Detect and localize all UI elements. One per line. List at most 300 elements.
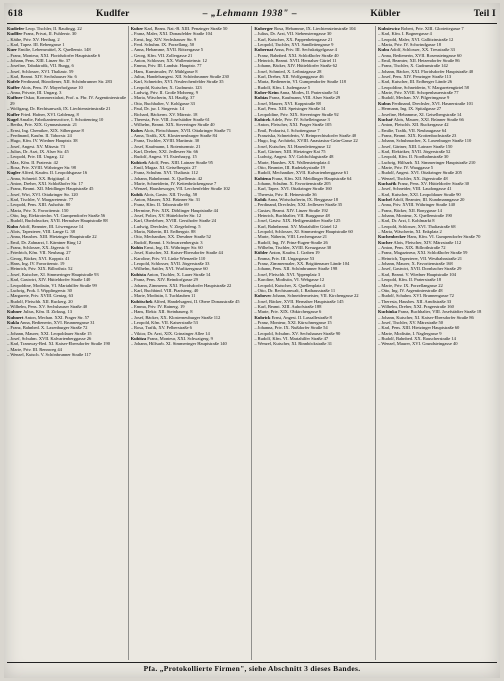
entry-details: Adolf, Beamter, III. Löwengasse 14 xyxy=(18,223,84,229)
entry-details: – Franz, Bahnbed. X. Laxenburger Straße 72 xyxy=(7,325,88,331)
entry-details: – Rudolf, Ing. IV. Prinz-Eugen-Straße 26 xyxy=(254,239,328,245)
entry-details: – Josef, Maurer, XVI. Koppstraße 88 xyxy=(254,100,321,106)
entry-details: – Josef, Schmied, X. Leibnizgasse 28 xyxy=(254,68,322,74)
entry-details: – Leopoldine, Priv. XIX. Sieveringer Straße 92 xyxy=(254,111,339,117)
entry-surname: Kubsiewicz xyxy=(377,26,400,31)
entry-details: – Emil, Dr. Zahnarzt, I. Kärntner Ring 12 xyxy=(7,239,82,245)
header-left-word: Kudlfer xyxy=(96,9,130,19)
entry-surname: Kubiena xyxy=(254,175,271,181)
entry-details: – Viktor, Dr. Arzt, XIX. Grinzinger Allee 14 xyxy=(130,330,210,336)
page-title: – „Lehmann 1938" – xyxy=(202,9,298,19)
entry-surname: Kubernat xyxy=(254,47,274,53)
entry-details: – Marie, Priv. XVIII. Schopenhauerstraße 77 xyxy=(377,90,459,96)
entry-details: – Paul, Dr. jur. I. Singerstr. 14 xyxy=(130,106,185,112)
entry-details: – Franz, Beamt. XII. Meidlinger Hauptstraße 45 xyxy=(7,186,94,192)
entry-details: – Anna, Priv. XVIII. Währinger Straße 140 xyxy=(377,202,456,208)
entry-details: – Josef, Schuhm. XVII. Kalvarienberggasse 26 xyxy=(7,335,92,341)
part-label: Teil I xyxy=(473,9,496,19)
entry-details: – Anna, Hausbes. XIII. Hietzinger Hauptstraße 22 xyxy=(7,234,97,240)
entry-details: Alois, Maurer, XXI. Brünner Straße 66 xyxy=(393,116,464,122)
entry-details: Franz, Kfm. XII. Meidlinger Hauptstraße 64 xyxy=(271,175,352,181)
entry-details: – Marie, Modistin, I. Naglergasse 9 xyxy=(377,330,442,336)
entry-details: – Rudolf, Mechan. XV. Pilgerimgasse 9 xyxy=(377,95,450,101)
entry-details: – Rudolf, Schuhm. XVI. Brunnengasse 72 xyxy=(377,293,454,299)
entry-details: – Johann, Schuhm. X. Favoritenstraße 205 xyxy=(254,180,331,186)
entry-surname: Kuchař xyxy=(377,116,393,122)
entry-details: Karl, Beam. Nat.-B. XIII. Penzinger Straße 50 xyxy=(144,26,228,31)
entry-details: – Maria, Näherin, III. Erdbergstr. 88 xyxy=(130,229,196,235)
entry-details: – Georg, Kfm. VII. Zollergasse 21 xyxy=(130,52,193,58)
entry-details: – Otto, Mechaniker, XX. Dresdner Straße 52 xyxy=(130,234,211,240)
entry-details: – Marie, Priv. IX. Porzellangasse 22 xyxy=(377,282,443,288)
entry-details: Franz, Pens. XV. Hütteldorfer Straße 30 xyxy=(397,180,470,186)
entry-details: – Wolfgang, Dr. Rechtsanwalt, IX. Liechtensteinstraße 21 xyxy=(7,106,111,112)
entry-details: – Franz, Schlosser, XX. Jägerstr. 6 xyxy=(7,245,69,251)
directory-columns xyxy=(7,26,497,660)
entry-details: – Emma, Priv. III. Landstr. Hauptstr. 77 xyxy=(130,63,202,69)
entry-details: – Josef, Kaufmann, I. Rotenturmstr. 21 xyxy=(130,143,201,149)
entry-details: – Rudolf, Fleischh. XII. Ruckerg. 20 xyxy=(7,298,73,304)
entry-details: – Rosa, Priv. XVIII. Währinger Str. 98 xyxy=(7,164,76,170)
entry-details: – Heinrich, Priv. XIX. Billrothstr. 52 xyxy=(7,266,73,272)
entry-details: – Karl, Elektriker, XVII. Jörgerstraße 52 xyxy=(377,148,451,154)
entry-details: – Josefine, Tabaktrafik, VII. Burgg. 6 xyxy=(7,63,74,69)
entry-details: – Emil, Prokurist, I. Schottengasse 7 xyxy=(254,127,320,133)
entry-details: – Karl, Gastwirt, XIV. Hütteldorfer Straße 140 xyxy=(7,277,91,283)
entry-details: – Wilhelm, Tischler, XVIII. Kreuzgasse 30 xyxy=(254,245,332,251)
entry-details: Anna, Modes, II. Praterstraße 54 xyxy=(279,90,339,96)
entry-details: – Wenzel, Kutscher, XI. Rinnböckstraße 31 xyxy=(254,341,332,347)
entry-details: Julius, Kfm. II. Zirkusg. 13 xyxy=(23,309,72,315)
entry-details: – Anna, Bedienerin, XVII. Rosensteingasse 60 xyxy=(377,52,462,58)
entry-details: – Rudolf, Angest. XVI. Ottakringer Straße 205 xyxy=(377,170,462,176)
directory-entry xyxy=(7,95,126,106)
entry-surname: Kukla xyxy=(7,319,20,325)
entry-details: – Georg, Bäcker, XVI. Koppstr. 41 xyxy=(7,255,70,261)
entry-surname: Kübler xyxy=(254,250,269,256)
column-1 xyxy=(7,26,126,660)
entry-details: – Ernst, Ing. XIV. Sechshauser Str. 9 xyxy=(130,36,197,42)
entry-details: – Franz, Pens. XIV. Reindorfgasse 29 xyxy=(130,277,198,283)
entry-details: – Josef, Angest. XV. Märzstr. 73 xyxy=(7,143,65,149)
entry-details: – Josef, Kutscher, XI. Kaiser-Ebersdorfer Straße 44 xyxy=(130,250,223,256)
entry-details: Ferdinand, Bürodiener, XII. Schönbrunner Str. 283 xyxy=(20,79,112,85)
entry-details: – Karoline, Priv. VI. Linke Wienzeile 110 xyxy=(130,255,206,261)
entry-surname: Kubitza xyxy=(130,335,147,341)
entry-details: – Wenzel, Kutsch. V. Schönbrunner Straße 117 xyxy=(7,351,91,357)
entry-surname: Kuberger xyxy=(254,26,274,31)
entry-details: Amalie, Fabrikantenswitwe, I. Schottenring 10 xyxy=(19,116,104,122)
entry-surname: Kuer xyxy=(7,47,18,53)
entry-details: – Hugo, Kfm. IV. Wiedner Hauptstr. 38 xyxy=(7,138,78,144)
entry-details: – Ludwig, Prok. I. Wipplingerstr. 30 xyxy=(7,287,72,293)
entry-details: – Käthe, Priv. XV. Herthag. 2 xyxy=(7,36,60,42)
entry-details: – Julius, Handelsangest. XII. Schönbrunner Straße 230 xyxy=(130,74,229,80)
entry-details: – Hans, Elektr. XII. Steinbauerg. 8 xyxy=(130,309,193,315)
entry-details: – Franz, Tischler, XVIII. Martinstr. 30 xyxy=(130,138,200,144)
entry-details: – Karoline, Modistin, VI. Webgasse 12 xyxy=(254,277,325,283)
entry-details: – Otto, Ing. IV. Argentinierstraße 48 xyxy=(377,287,443,293)
entry-details: – Rudolf, Buchdrucker, XVII. Hernalser Hauptstraße 88 xyxy=(7,218,108,224)
header-rule xyxy=(7,23,497,24)
column-3 xyxy=(254,26,373,660)
entry-details: – Maria, Priv. IV. Schwindgasse 18 xyxy=(377,42,441,48)
entry-details: – Alois, Tapezierer, VIII. Lange G. 38 xyxy=(7,229,75,235)
entry-details: – Franz, Tischler, X. Gudrunstraße 142 xyxy=(377,63,448,69)
entry-details: – Johann, Bäcker, XIV. Hütteldorfer Straße 62 xyxy=(254,63,338,69)
entry-details: – Richard, Bäckerm. XV. Märzstr. 18 xyxy=(130,111,198,117)
entry-details: – Theresia, Hausbes. XII. Arndtstraße 33 xyxy=(377,298,452,304)
entry-details: – Emil, Magaz. XI. Geiselbergstr. 27 xyxy=(130,164,197,170)
entry-details: – Wilhelm, Pens. XV. Sechshauser Straße 40 xyxy=(7,303,88,309)
entry-details: – Max, Kfm. II. Praterstr. 42 xyxy=(7,159,58,165)
entry-details: – Franz, Zimmermaler, XX. Brigittenauer Lände 104 xyxy=(254,261,350,267)
entry-details: – Emma, Priv. IV. Rainerg. 19 xyxy=(130,303,185,309)
entry-surname: Kufler xyxy=(7,111,20,117)
entry-details: – Wenzel, Hausbesorger, VII. Lerchenfelder Straße 102 xyxy=(130,186,230,192)
entry-details: – Otto, Dr. Rechtsanwalt, I. Rathausstraße 11 xyxy=(254,287,336,293)
entry-details: – Karl, Kutscher, XXI. Leopoldauer Straße 90 xyxy=(377,191,461,197)
entry-details: – Karl, Dreher, XII. Wolfganggasse 46 xyxy=(254,74,324,80)
entry-details: – Johann, Monteur, X. Quellenstraße 190 xyxy=(377,213,452,219)
entry-details: – Karl, Kutscher, XX. Pappenheimgasse 21 xyxy=(254,36,333,42)
entry-details: – Anna, Trafik, XX. Klosterneuburger Straße 84 xyxy=(130,132,217,138)
entry-details: – Marie, Hausbes. XX. Wallensteinplatz 4 xyxy=(254,159,330,165)
entry-details: – Leopold, Schlosser, XVII. Jörgerstraße 33 xyxy=(130,261,210,267)
entry-details: – Anton, Fleischh. XII. Ruckergasse 42 xyxy=(377,122,449,128)
entry-details: – Ludwig, Angest. XV. Goldschlagstraße 48 xyxy=(254,154,334,160)
entry-details: Adele, Priv. IV. Schelleingasse 3 xyxy=(271,116,330,122)
entry-surname: Kuber xyxy=(130,26,144,31)
footer-rule xyxy=(7,662,497,663)
entry-details: – Anna, Hebamme, XVII. Rötzergasse 5 xyxy=(130,47,204,53)
entry-details: – Rudolf, Angest. VI. Esterhazyg. 15 xyxy=(130,154,197,160)
header-right-word: Kübler xyxy=(370,9,401,19)
entry-details: Alois, Fleischhauer, XVII. Ottakringer Straße 71 xyxy=(143,127,232,133)
entry-details: – Maria, Priv. X. Favoritenstr. 150 xyxy=(7,207,69,213)
entry-surname: Kuchel xyxy=(377,197,392,202)
entry-details: – Emma, Priv. III. Ungargasse 53 xyxy=(254,255,315,261)
entry-details: – Johann, Pens. XII. Schönbrunner Straße 198 xyxy=(254,266,338,272)
page-footer: Pfa. „Protokollierte Firmen", siehe Abschnitt 3 dieses Bandes. xyxy=(143,664,361,673)
entry-details: – Marie, Schneiderin, IV. Kettenbrückengasse 7 xyxy=(130,180,217,186)
entry-details: – Ludwig, Priv. II. Große Mohreng. 9 xyxy=(130,90,198,96)
entry-details: Leop. Tischler, II. Raufingg. 22 xyxy=(25,26,82,31)
entry-details: – Rudolf, Bahnbed. XX. Rauscherstraße 14 xyxy=(377,335,456,341)
entry-surname: Kubus xyxy=(377,100,391,106)
entry-details: – Maria, Wäscherin, XI. Hauffg. 37 xyxy=(130,95,195,101)
entry-details: – Theresia, Priv. VIII. Josefstädter Straße 61 xyxy=(130,116,210,122)
entry-details: – Josef, Polier, XV. Hütteldorfer Str. 12 xyxy=(130,213,202,219)
entry-details: – Johann, Bäcker, XXI. Floridsdorfer Hauptstraße 40 xyxy=(377,68,474,74)
entry-details: – Karl, Gärtner, XIII. Hietzinger Kai 75 xyxy=(254,148,326,154)
entry-details: – Otto, Beamter, III. Radetzkystraße 19 xyxy=(254,164,325,170)
entry-details: Alfred, Handelsagent, II. Obere Donaustraße 45 xyxy=(153,298,240,304)
entry-details: – Johann, Maurer, X. Favoritenstraße 168 xyxy=(377,261,453,267)
entry-details: Franz, Privat, II. Fuhlerstr. 30 xyxy=(23,31,77,37)
entry-details: Hans, Kfm. VI. Gumpendorfer Straße 70 xyxy=(407,234,481,240)
entry-details: – Franz, Monteur, XXI. Floridsdorfer Hauptstraße 6 xyxy=(7,52,101,58)
entry-surname: Kugler xyxy=(7,170,21,176)
entry-details: – Heinrich, Tapezierer, VII. Westbahnstraße 21 xyxy=(377,255,463,261)
entry-surname: Kubrick xyxy=(254,314,271,320)
entry-details: Adolf, Beamter, III. Kundmanngasse 20 xyxy=(392,197,465,202)
entry-details: – Josef, Kutscher, XI. Hasenleitengasse 12 xyxy=(254,143,331,149)
entry-details: – Leopold, Kfm. II. Nordbahnstraße 30 xyxy=(377,154,449,160)
entry-details: – Leopold, Kutscher, X. Gudrunstr. 123 xyxy=(130,84,202,90)
entry-details: Alfred, Kaufm. II. Leopoldsgasse 16 xyxy=(21,170,88,176)
entry-details: Alois, Gastw. XII. Tivolig. 58 xyxy=(143,191,198,197)
entry-details: – Karl, Beamt. XIV. Sechshauser Str. 6 xyxy=(7,74,77,80)
entry-details: – Leopold, Priv. III. Ungarg. 12 xyxy=(7,154,64,160)
entry-details: – Wilhelm, Sattler, XVI. Wurlitzergasse 60 xyxy=(130,266,208,272)
entry-details: – Johann, Hilfsarb. XI. Simmeringer Hauptstraße 140 xyxy=(130,341,227,347)
directory-entry xyxy=(7,352,126,357)
entry-details: – Josefine, Hebamme, XI. Geiselbergstraße 14 xyxy=(377,111,462,117)
entry-details: – Ferd. Schuhm. IX. Porzellang. 50 xyxy=(130,42,195,48)
entry-details: – Rosa, Trafik, XV. Felberstraße 6 xyxy=(130,325,192,331)
entry-details: – Josef, Bäcker, XX. Klosterneuburger Straße 112 xyxy=(130,314,221,320)
entry-surname: Kubista xyxy=(130,271,146,277)
entry-details: Johann, Schneidermeister, VII. Kirchengasse 22 xyxy=(272,293,359,299)
entry-details: – Anna, Schneid. XX. Brigittapl. 4 xyxy=(7,175,69,181)
entry-details: – Emilie, Trafik, VII. Neubaugasse 64 xyxy=(377,127,447,133)
entry-details: – Karl, Kutscher, III. Erdberger Lände 26 xyxy=(377,79,453,85)
entry-details: – Johann, Pens. XIII. Linzer Str. 37 xyxy=(7,58,71,64)
entry-details: Franz, Buchhalter, VIII. Josefstädter Straße 18 xyxy=(398,309,482,315)
entry-details: – Karl, Beamt. XIII. Auhofstraße 188 xyxy=(254,303,322,309)
column-divider xyxy=(375,26,376,660)
entry-details: – Leopold, Tischler, XVI. Sandleitengasse 9 xyxy=(254,42,334,48)
entry-details: – Wilhelm, Beamt. XIX. Sieveringer Straße 40 xyxy=(130,122,215,128)
entry-details: – Leopold, Kutscher, X. Quellenplatz 4 xyxy=(254,282,325,288)
entry-surname: Kuffer xyxy=(7,84,20,90)
entry-details: – Karl, Pens. XIII. Speisinger Straße 14 xyxy=(254,106,326,112)
column-2 xyxy=(131,26,250,660)
entry-details: – Rudolf, Beamt. I. Schwarzenbergstr. 3 xyxy=(130,239,203,245)
entry-details: – Marie, Priv. III. Rennweg 44 xyxy=(7,346,62,352)
entry-details: – Anton, Fleischer, XXI. Prager Straße 105 xyxy=(254,122,332,128)
entry-details: – Julius, Dr. Arzt, IX. Alser Str. 45 xyxy=(7,148,69,154)
entry-surname: Kuffner xyxy=(7,95,23,101)
entry-surname: Kudiefer xyxy=(7,26,25,31)
entry-details: – Ferdinand, Kaufm. II. Taborstr. 24 xyxy=(7,132,72,138)
entry-details: – Karl, Dreher, XXI. Jedleseer Str. 66 xyxy=(130,148,198,154)
directory-entry xyxy=(131,341,250,346)
entry-surname: Kuhn xyxy=(7,223,19,229)
entry-details: – Leopold, Kfm. VII. Kaiserstraße 53 xyxy=(130,319,198,325)
directory-entry xyxy=(378,341,497,346)
entry-details: – Hermann, Ing. IX. Spitalgasse 27 xyxy=(377,106,442,112)
page-header xyxy=(8,7,496,21)
entry-surname: Kubu xyxy=(377,47,390,53)
entry-details: – Anton, Pens. XIX. Billrothstraße 72 xyxy=(377,245,446,251)
entry-details: – Josef, Kutscher, XI. Simmeringer Hauptstraße 93 xyxy=(7,271,99,277)
entry-details: Adolf, Pens. XIII. Lainzer Straße 95 xyxy=(147,159,213,165)
entry-surname: Kucher xyxy=(377,239,393,245)
entry-details: – Anton, Maurer, XXI. Brünner Str. 31 xyxy=(130,197,201,202)
entry-details: – Franz, Beamt. XIX. Krottenbachstraße 23 xyxy=(377,132,457,138)
entry-details: Anton, Kaufm. I. Graben 19 xyxy=(268,250,320,256)
entry-details: Anna, Priv. III. Sechskrügelgasse 4 xyxy=(273,47,337,53)
entry-details: – Ludwig, Drechsler, V. Ziegelofeng. 5 xyxy=(130,223,201,229)
entry-details: – Franziska, Schneiderin, V. Reinprechtsdorfer Straße 40 xyxy=(254,132,357,138)
entry-details: – Heinrich, Buchhalter, VII. Burggasse 48 xyxy=(254,213,330,219)
entry-details: – Karl, Tramway-Bed. XI. Kaiser-Ebersdorfer Straße 190 xyxy=(7,341,110,347)
entry-surname: Kuchenbecker xyxy=(377,234,406,240)
entry-details: – Franz, Schuhm. XVI. Thaliastr. 112 xyxy=(130,170,198,176)
entry-details: – Rudolf, Kfm. VI. Mariahilfer Straße 47 xyxy=(254,335,329,341)
entry-surname: Kubes xyxy=(130,127,143,133)
entry-details: – Karl, Tapez. III. Rebengasse 1 xyxy=(7,42,65,48)
entry-details: – Karl, Kfm. I. Bognergasse 4 xyxy=(377,31,432,37)
entry-details: Anton, Tischler, X. Laaer Straße 14 xyxy=(146,271,211,277)
entry-details: – Julius, Dr. Arzt, VII. Siebensterngasse 30 xyxy=(254,31,332,37)
entry-details: – Hermine, Priv. XIX. Döblinger Hauptstraße 44 xyxy=(130,207,218,213)
page-number: 618 xyxy=(8,9,23,19)
entry-details: – Leopold, Kfm. II. Praterstraße 18 xyxy=(377,277,442,283)
entry-details: Anna, Wirtschafterin, IX. Berggasse 18 xyxy=(267,197,339,202)
entry-details: – Hans, Kunstmaler, IV. Mühlgasse 8 xyxy=(130,68,198,74)
entry-details: – Franz, Bäcker, XII. Bonygasse 14 xyxy=(377,207,442,213)
entry-details: – Rudolf, Mechaniker, XVII. Kalvarienberggasse 61 xyxy=(254,170,349,176)
entry-details: – Maria, Bedienerin, VI. Gumpendorfer Straße 118 xyxy=(254,79,346,85)
entry-details: – Franz, Kfm. II. Taborstraße 69 xyxy=(130,202,189,208)
entry-details: – Otto, Ing. Elektrotechn. VI. Gumpendorfer Straße 56 xyxy=(7,213,106,219)
entry-surname: Kubicek xyxy=(130,159,147,165)
entry-details: – Otto, Buchhalter, V. Kohlgasse 33 xyxy=(130,100,195,106)
column-divider xyxy=(128,26,129,660)
column-4 xyxy=(378,26,497,660)
entry-details: – Karl, Dr. Arzt, I. Kohlmarkt 8 xyxy=(377,218,435,224)
entry-details: – Margarete, Priv. XVIII. Gentzg. 63 xyxy=(7,293,74,299)
entry-surname: Kubovec xyxy=(254,293,272,299)
entry-details: – Leopold, Schlosser, XVI. Thaliastraße 68 xyxy=(377,223,456,229)
entry-details: – Leopold, Pens. XIII. Auhofstr. 80 xyxy=(7,202,71,208)
entry-details: – Karl, Oberlehrer, XVIII. Gersthofer Straße 24 xyxy=(130,218,217,224)
entry-details: – Theresia, Priv. II. Heinestraße 36 xyxy=(254,191,317,197)
entry-surname: Kubicek xyxy=(254,116,271,122)
entry-details: Fried. Hafner, XVI. Gablenzg. 8 xyxy=(20,111,79,117)
entry-details: – Emil, Beamter, XII. Hetzendorfer Straße 86 xyxy=(377,58,460,64)
entry-details: – Johann, Kutscher, XI. Kaiser-Ebersdorfer Straße 86 xyxy=(377,314,474,320)
entry-surname: Kubitschek xyxy=(130,298,153,304)
entry-details: – Leopoldine, Schneiderin, V. Margaretengürtel 58 xyxy=(377,84,469,90)
entry-details: – Rudolf, Kfm. I. Judengasse 5 xyxy=(254,84,310,90)
entry-details: – Marie, Priv. IV. Waaggasse 5 xyxy=(377,164,434,170)
entry-details: – Franz, Bahnbed. XXI. Schloßhofer Straße 40 xyxy=(254,52,339,58)
entry-details: Alois, Fleischer, XIV. Märzstraße 112 xyxy=(393,239,462,245)
entry-details: – Josef, Gastwirt, XVII. Dornbacher Straße 29 xyxy=(377,266,462,272)
entry-details: – Josef, Gärtner, XIII. Lainzer Straße 150 xyxy=(377,143,453,149)
entry-details: Ferdinand, Drechsler, XVI. Hasnerstraße 101 xyxy=(391,100,474,106)
entry-details: Rosa, Hebamme, IX. Liechtensteinstraße 104 xyxy=(274,26,356,31)
entry-details: – Wenzel, Maurer, XVI. Grundsteingasse 40 xyxy=(377,341,458,347)
entry-details: – Karl, Schneider, XVI. Neulerchenfelder Straße 35 xyxy=(130,79,224,85)
entry-details: – Anton, Dreher, XXI. Schloßhofer Str. 17 xyxy=(7,180,83,186)
entry-details: Robert, Priv. XIII. Gloriettegasse 7 xyxy=(401,26,464,31)
entry-details: – Karl, Buchbind. VIII. Piaristeng. 40 xyxy=(130,287,199,293)
entry-details: Ernst, Angest. II. Lassallestraße 8 xyxy=(271,314,332,320)
entry-surname: Kubik xyxy=(130,191,143,197)
entry-surname: Kuber-Keim xyxy=(254,90,279,96)
entry-details: – Wilhelm, Dreher, XXI. Pragerstraße 160 xyxy=(377,303,454,309)
entry-details: – Ernst, Ing. Chemiker, XIX. Silbergasse 8 xyxy=(7,127,84,133)
entry-details: Franz, Monteur, XXI. Schwaigerg. 9 xyxy=(147,335,213,341)
entry-details: – Leopold, Schlosser, XI. Simmeringer Hauptstraße 60 xyxy=(254,229,353,235)
entry-details: – Josef, Fleischh. XVI. Yppenplatz 3 xyxy=(254,271,321,277)
entry-details: – Josef, Tischler, XV. Märzstraße 50 xyxy=(377,319,444,325)
entry-surname: Kubik xyxy=(254,197,267,202)
entry-details: – Gustav, Beamt. XIV. Linzer Straße 192 xyxy=(254,207,328,213)
entry-details: – Leopold, Schuhm. XV. Sechshauser Straße 90 xyxy=(254,330,341,336)
entry-details: – Josef, Gastw. XIX. Heiligenstädter Straße 125 xyxy=(254,218,341,224)
entry-details: – Marie, Modistin, I. Tuchlauben 11 xyxy=(130,293,196,299)
column-divider xyxy=(251,26,252,660)
directory-entry xyxy=(254,341,373,346)
entry-details: – Leopold, Maler, XVI. Gallitzinstraße 12 xyxy=(377,36,454,42)
directory-page xyxy=(4,3,500,678)
entry-details: – Josef, Schlosser, XVI. Thaliastr. 59 xyxy=(7,68,74,74)
entry-details: – Karl, Beamt. V. Wiedner Hauptstraße 104 xyxy=(377,271,456,277)
entry-details: – Karl, Pens. XIII. Hietzinger Hauptstraße 60 xyxy=(377,325,460,331)
entry-details: – Ludwig, Hilfsarb. XI. Simmeringer Hauptstraße 210 xyxy=(377,159,476,165)
entry-details: – Johanna, Priv. IX. Nußdorfer Straße 54 xyxy=(254,325,328,331)
entry-surname: Kubias xyxy=(254,95,269,101)
entry-details: – Karl, Bahnbeamt. XV. Mariahilfer Gürtel 12 xyxy=(254,223,338,229)
entry-details: – Wenzel, Tischler, XX. Jägerstraße 48 xyxy=(377,175,448,181)
entry-details: Anna, Bedienerin, XVI. Brunnengasse 31 xyxy=(19,319,95,325)
entry-details: – Johann, Bahnbeamt. X. Quellenstr. 42 xyxy=(130,175,203,181)
entry-details: – Josef, Pens. XIV. Penzinger Straße 113 xyxy=(377,74,452,80)
entry-details: – Karl, Tischler, V. Margaretenstr. 77 xyxy=(7,197,74,202)
entry-details: – Marie, Näherin, VIII. Lerchengasse 21 xyxy=(254,234,328,240)
entry-details: – Anton, Schlosser, XX. Wallensteinstr. 12 xyxy=(130,58,207,64)
entry-details: Ernst, Ing. IX. Währinger Str. 60 xyxy=(144,245,203,251)
entry-details: – Franz, Monteur, XXI. Kürschnergasse 15 xyxy=(254,319,332,325)
entry-details: – Hans, Ing. IV. Favoritenstr. 19 xyxy=(7,261,65,267)
entry-surname: Kuchařik xyxy=(377,180,397,186)
entry-details: – Josef, Schneider, VIII. Laudongasse 41 xyxy=(377,186,452,192)
entry-details: – Josef, Bäcker, XVII. Hernalser Hauptstraße 145 xyxy=(254,298,344,304)
entry-surname: Kuhnert xyxy=(7,314,24,320)
entry-details: – Johann, Schuhmacher, X. Laxenburger Straße 110 xyxy=(377,138,472,144)
entry-surname: Kufele xyxy=(7,79,20,85)
entry-details: – Anna, Private, III. Ungarg. 3 xyxy=(7,90,62,96)
entry-details: – Marie, Priv. XIX. Obkirchergasse 6 xyxy=(254,309,322,315)
entry-details: – Franz, Maler, XXI. Donaufelder Straße 104 xyxy=(130,31,213,37)
entry-details: – Heinrich, Beamt. XVII. Hernalser Gürtel 11 xyxy=(254,58,337,64)
entry-details: Alois, Pens. IV. Mayerhofgasse 10 xyxy=(20,84,83,90)
entry-details: Anton, Mechan. XXI. Prager Str. 57 xyxy=(24,314,90,320)
entry-details: – Hugo, Ing. Architekt, XVIII. Anastasius-Grün-Gasse 22 xyxy=(254,138,358,144)
entry-details: – Ferdinand, Drechsler, XXI. Jedleseer Straße 35 xyxy=(254,202,343,208)
entry-surname: Kudlfer xyxy=(7,31,23,37)
entry-details: Oskar, Kommerzialrat, Prof. u. Fbr. IV. Argentinierstraße 29 xyxy=(10,95,126,106)
entry-details: – Franz, Magazineur, XXI. Schloßhofer Straße 59 xyxy=(377,250,468,256)
entry-details: – Johann, Zimmerm. XXI. Floridsdorfer Hauptstraße 22 xyxy=(130,282,232,288)
entry-details: – Karl, Tapez. XVI. Ottakringer Straße 160 xyxy=(254,186,332,192)
entry-details: – Leopoldine, Modistin, VI. Mariahilfer Straße 99 xyxy=(7,282,97,288)
entry-details: Adolf, Schlosser, XX. Treustraße 33 xyxy=(389,47,455,53)
entry-surname: Kugel xyxy=(7,116,19,122)
entry-details: – Friedrich, Kfm. VII. Neubaug. 27 xyxy=(7,250,71,256)
entry-surname: Kuhner xyxy=(7,309,23,315)
entry-surname: Kubin xyxy=(130,245,143,251)
entry-details: Franz, Kaufmann, VIII. Alser Straße 29 xyxy=(269,95,341,101)
entry-surname: Kuchinka xyxy=(377,309,397,315)
entry-details: Emilie, Lebensmittel, X. Quellenstr. 148 xyxy=(18,47,91,53)
